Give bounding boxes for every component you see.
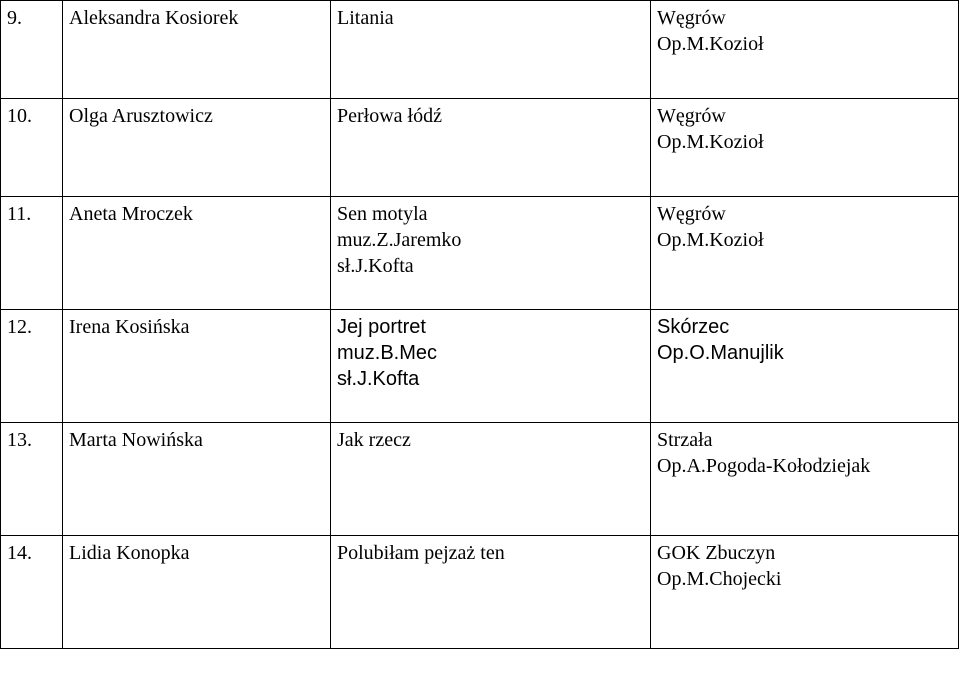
location-tutor: Op.M.Kozioł xyxy=(657,33,764,55)
song-details xyxy=(331,1,651,99)
song-title: Perłowa łódź xyxy=(337,105,442,127)
row-number: 9. xyxy=(1,1,63,99)
song-title: Sen motyla xyxy=(337,203,428,225)
location-details xyxy=(651,423,959,536)
table-row xyxy=(1,536,959,649)
table-row xyxy=(1,99,959,197)
location-town: Strzała xyxy=(657,429,713,451)
song-lyricist: sł.J.Kofta xyxy=(337,368,420,390)
location-tutor: Op.M.Kozioł xyxy=(657,131,764,153)
location-town: Węgrów xyxy=(657,203,726,225)
location-tutor: Op.M.Chojecki xyxy=(657,568,782,590)
song-composer: muz.B.Mec xyxy=(337,342,438,364)
song-details xyxy=(331,197,651,310)
row-number: 11. xyxy=(1,197,63,310)
participant-name: Olga Arusztowicz xyxy=(63,99,331,197)
row-number: 13. xyxy=(1,423,63,536)
table-row xyxy=(1,423,959,536)
song-details xyxy=(331,99,651,197)
song-details xyxy=(331,423,651,536)
song-composer: muz.Z.Jaremko xyxy=(337,229,462,251)
location-town: GOK Zbuczyn xyxy=(657,542,776,564)
participant-name: Lidia Konopka xyxy=(63,536,331,649)
song-title: Polubiłam pejzaż ten xyxy=(337,542,505,564)
participant-name: Aleksandra Kosiorek xyxy=(63,1,331,99)
location-details xyxy=(651,99,959,197)
participant-name: Marta Nowińska xyxy=(63,423,331,536)
location-details xyxy=(651,1,959,99)
location-details xyxy=(651,197,959,310)
location-tutor: Op.O.Manujlik xyxy=(657,342,784,364)
location-town: Skórzec xyxy=(657,316,730,338)
table-row xyxy=(1,197,959,310)
song-title: Jak rzecz xyxy=(337,429,411,451)
location-town: Węgrów xyxy=(657,105,726,127)
table-row xyxy=(1,1,959,99)
row-number: 12. xyxy=(1,310,63,423)
row-number: 14. xyxy=(1,536,63,649)
table-row xyxy=(1,310,959,423)
song-details xyxy=(331,310,651,423)
location-details xyxy=(651,536,959,649)
song-lyricist: sł.J.Kofta xyxy=(337,255,414,277)
row-number: 10. xyxy=(1,99,63,197)
location-tutor: Op.M.Kozioł xyxy=(657,229,764,251)
location-tutor: Op.A.Pogoda-Kołodziejak xyxy=(657,455,871,477)
participant-name: Aneta Mroczek xyxy=(63,197,331,310)
song-title: Jej portret xyxy=(337,316,426,338)
participant-name: Irena Kosińska xyxy=(63,310,331,423)
song-details xyxy=(331,536,651,649)
location-details xyxy=(651,310,959,423)
location-town: Węgrów xyxy=(657,7,726,29)
song-title: Litania xyxy=(337,7,394,29)
